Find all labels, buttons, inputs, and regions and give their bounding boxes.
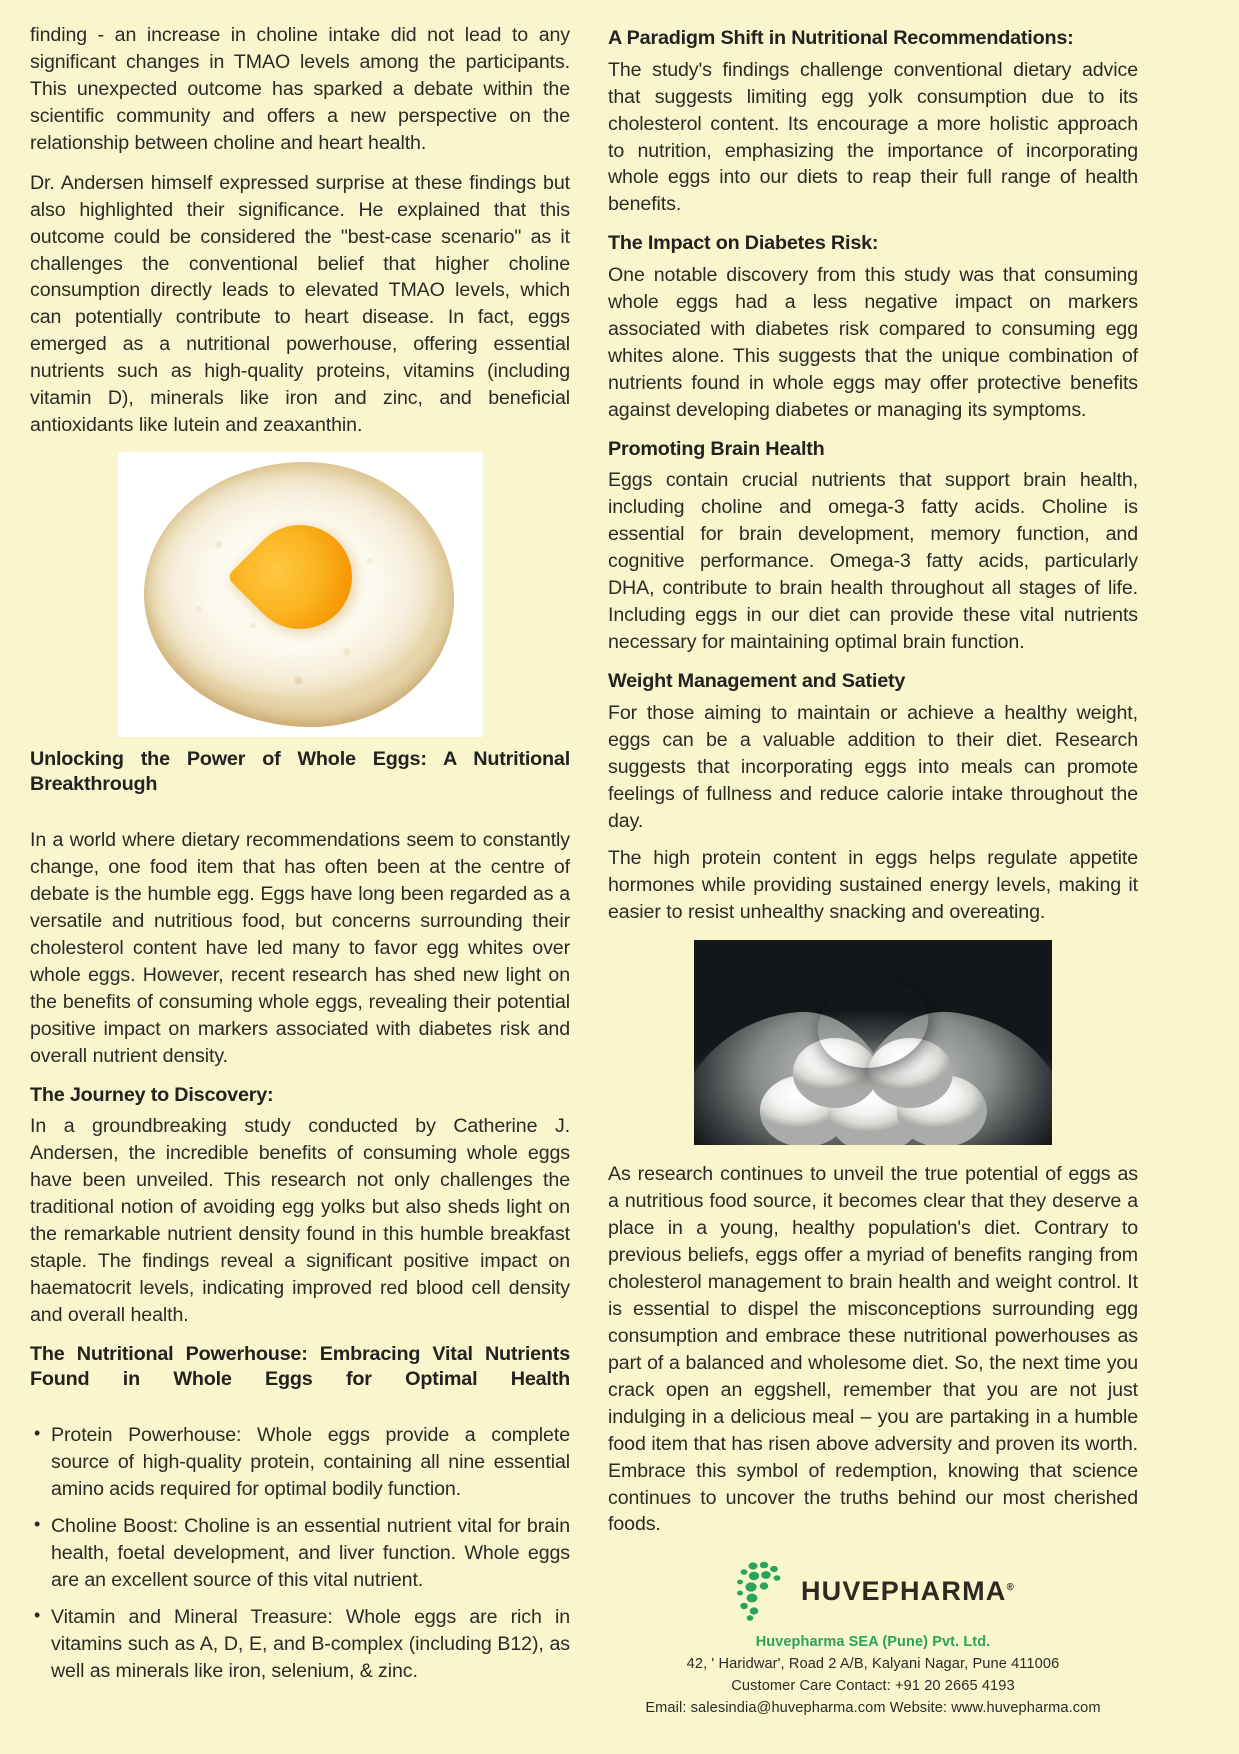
paragraph-andersen-surprise: Dr. Andersen himself expressed surprise at these findings but also highlighted their significance. He explained that this outcome could be considered the "best-case scenario" as it challenges the conventional belief that higher choline consumption directly leads to elevated TMAO levels, which can potentially contribute to heart disease. In fact, eggs emerged as a nutritional powerhouse, offering essential nutrients such as high-quality proteins, vitamins (including vitamin D), minerals like iron and zinc, and beneficial antioxidants like lutein and zeaxanthin. (30, 171, 570, 437)
left-column (30, 22, 570, 1744)
company-name: Huvepharma SEA (Pune) Pvt. Ltd. (755, 1634, 991, 1651)
heading-weight-management: Weight Management and Satiety (608, 670, 906, 693)
company-address: 42, ' Haridwar', Road 2 A/B, Kalyani Nagar, Pune 411006 (686, 1656, 1060, 1673)
email-and-website: Email: salesindia@huvepharma.com Website: www.huvepharma.com (645, 1699, 1101, 1716)
list-item: • Choline Boost: Choline is an essential nutrient vital for brain health, foetal development, and liver function. Whole eggs are an excellent source of this vital nutrient. (30, 1513, 570, 1594)
paragraph-groundbreaking-study: In a groundbreaking study conducted by Catherine J. Andersen, the incredible benefits of consuming whole eggs have been unveiled. This research not only challenges the traditional notion of avoiding egg yolks but also sheds light on the remarkable nutrient density found in this humble breakfast staple. The findings reveal a significant positive impact on haematocrit levels, indicating improved red blood cell density and overall health. (30, 1115, 570, 1326)
list-item: • Protein Powerhouse: Whole eggs provide a complete source of high-quality protein, containing all nine essential amino acids required for optimal bodily function. (30, 1422, 570, 1503)
customer-care-contact: Customer Care Contact: +91 20 2665 4193 (731, 1677, 1015, 1694)
fried-egg-heart-image (118, 452, 483, 737)
heading-unlocking-power: Unlocking the Power of Whole Eggs: A Nutritional Breakthrough (30, 748, 570, 795)
paragraph-brain-nutrients: Eggs contain crucial nutrients that support brain health, including choline and omega-3 fatty acids. Choline is essential for brain development, memory function, and cognitive performance. Omega-3 fatty acids, particularly DHA, contribute to brain health throughout all stages of life. Including eggs in our diet can provide these vital nutrients necessary for maintaining optimal brain function. (608, 469, 1138, 654)
huvepharma-dots-logo-icon (731, 1560, 789, 1622)
paragraph-protein-appetite: The high protein content in eggs helps regulate appetite hormones while providing sustained energy levels, making it easier to resist unhealthy snacking and overeating. (608, 847, 1138, 924)
brand-logo (608, 1560, 1138, 1622)
golden-egg-in-hands-image (694, 940, 1052, 1145)
heading-paradigm-shift: A Paradigm Shift in Nutritional Recommendations: (608, 27, 1074, 49)
nutrient-bullet-list (30, 1422, 570, 1684)
paragraph-choline-tmao: finding - an increase in choline intake did not lead to any significant changes in TMAO levels among the participants. This unexpected outcome has sparked a debate within the scientific community and offers a new perspective on the relationship between choline and heart health. (30, 24, 570, 154)
paragraph-world-dietary: In a world where dietary recommendations seem to constantly change, one food item that has often been at the centre of debate is the humble egg. Eggs have long been regarded as a versatile and nutritious food, but concerns surrounding their cholesterol content have led many to favor egg whites over whole eggs. However, recent research has shed new light on the benefits of consuming whole eggs, revealing their potential positive impact on markers associated with diabetes risk and overall nutrient density. (30, 829, 570, 1067)
paragraph-conclusion: As research continues to unveil the true potential of eggs as a nutritious food source, it becomes clear that they deserve a place in a young, healthy population's diet. Contrary to previous beliefs, eggs offer a myriad of benefits ranging from cholesterol management to brain health and weight control. It is essential to dispel the misconceptions surrounding egg consumption and embrace these nutritional powerhouses as part of a balanced and wholesome diet. So, the next time you crack open an eggshell, remember that you are not just indulging in a delicious meal – you are partaking in a humble food item that has risen above adversity and proven its worth. Embrace this symbol of redemption, knowing that science continues to uncover the truths behind our most cherished foods. (608, 1163, 1138, 1536)
paragraph-study-findings: The study's findings challenge conventional dietary advice that suggests limiting egg yolk consumption due to its cholesterol content. Its encourage a more holistic approach to nutrition, emphasizing the importance of incorporating whole eggs into our diets to reap their full range of health benefits. (608, 58, 1138, 216)
logo-wordmark-text: HUVEPHARMA (800, 1575, 1007, 1606)
right-column (608, 22, 1138, 1744)
list-item: • Vitamin and Mineral Treasure: Whole eggs are rich in vitamins such as A, D, E, and B-complex (including B12), as well as minerals like iron, selenium, & zinc. (30, 1604, 570, 1685)
heading-journey-discovery: The Journey to Discovery: (30, 1083, 274, 1106)
logo-wordmark (801, 1576, 1015, 1607)
paragraph-diabetes-discovery: One notable discovery from this study was that consuming whole eggs had a less negative impact on markers associated with diabetes risk compared to consuming egg whites alone. This suggests that the unique combination of nutrients found in whole eggs may offer protective benefits against developing diabetes or managing its symptoms. (608, 264, 1138, 421)
paragraph-weight-satiety: For those aiming to maintain or achieve a healthy weight, eggs can be a valuable addition to their diet. Research suggests that incorporating eggs into meals can promote feelings of fullness and reduce calorie intake throughout the day. (608, 701, 1138, 832)
heading-nutritional-powerhouse: The Nutritional Powerhouse: Embracing Vital Nutrients Found in Whole Eggs for Optimal Health (30, 1342, 570, 1390)
heading-diabetes-risk: The Impact on Diabetes Risk: (608, 232, 879, 255)
registered-trademark-icon: ® (1006, 1581, 1016, 1593)
footer (608, 1560, 1138, 1719)
heading-brain-health: Promoting Brain Health (608, 437, 825, 460)
